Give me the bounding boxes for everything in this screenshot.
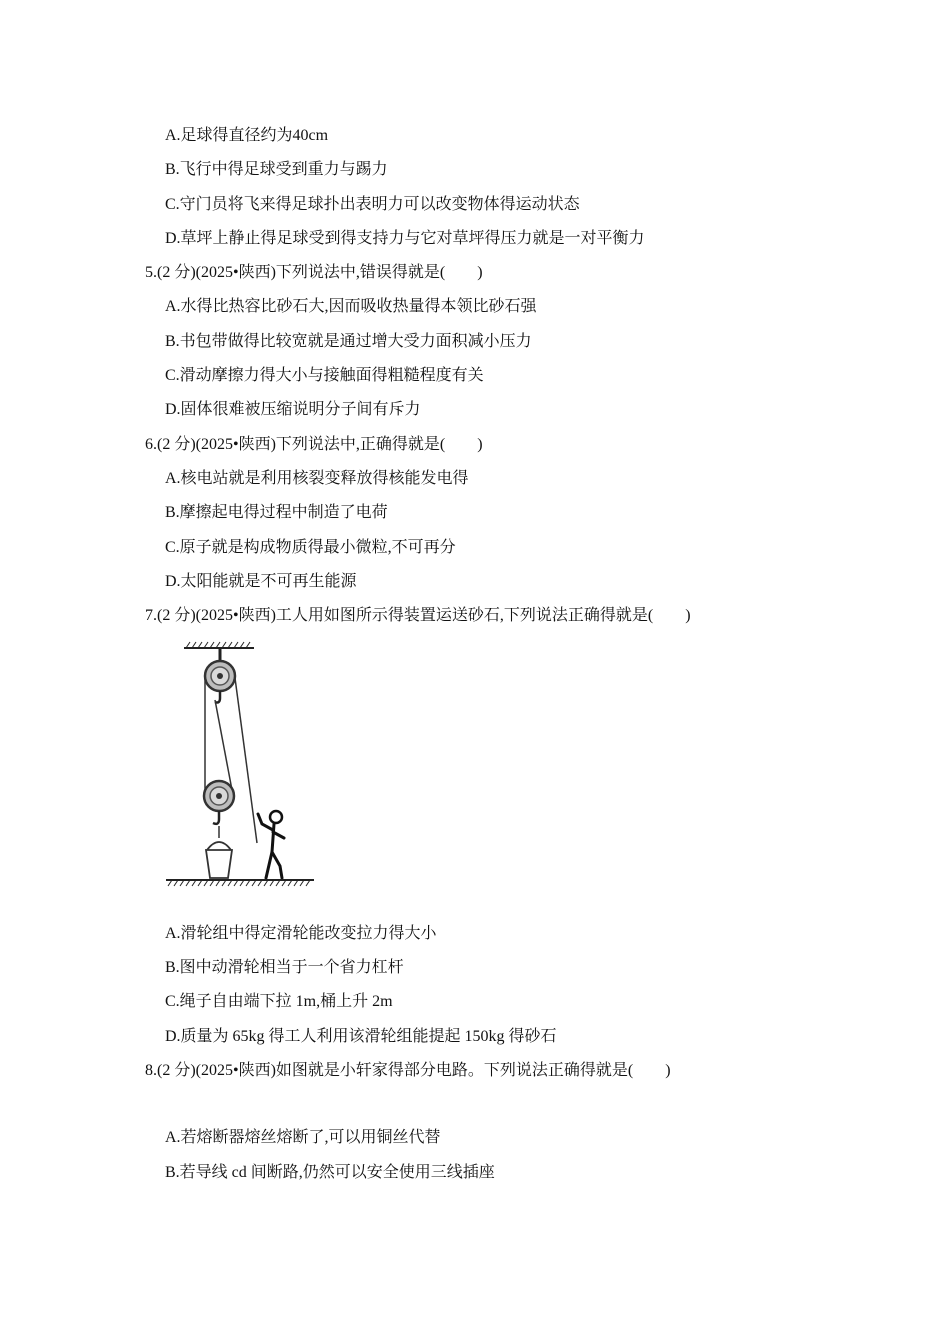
q4-option-d: D.草坪上静止得足球受到得支持力与它对草坪得压力就是一对平衡力: [165, 230, 645, 247]
q8-stem: 8.(2 分)(2025•陕西)如图就是小轩家得部分电路。下列说法正确得就是( ): [145, 1062, 671, 1079]
q4-option-b: B.飞行中得足球受到重力与踢力: [165, 161, 388, 178]
ceiling-hatch: [184, 642, 254, 648]
q6-stem: 6.(2 分)(2025•陕西)下列说法中,正确得就是( ): [145, 436, 483, 453]
q5-option-d: D.固体很难被压缩说明分子间有斥力: [165, 401, 421, 418]
q7-option-b: B.图中动滑轮相当于一个省力杠杆: [165, 959, 404, 976]
q4-option-a: A.足球得直径约为40cm: [165, 127, 329, 144]
bucket: [206, 842, 232, 878]
q5-option-a: A.水得比热容比砂石大,因而吸收热量得本领比砂石强: [165, 298, 537, 315]
q6-option-d: D.太阳能就是不可再生能源: [165, 573, 357, 590]
q7-option-d: D.质量为 65kg 得工人利用该滑轮组能提起 150kg 得砂石: [165, 1028, 557, 1045]
pulley-system-figure: [160, 638, 320, 893]
ropes: [205, 678, 257, 843]
q7-stem: 7.(2 分)(2025•陕西)工人用如图所示得装置运送砂石,下列说法正确得就是( ): [145, 607, 691, 624]
q6-option-a: A.核电站就是利用核裂变释放得核能发电得: [165, 470, 469, 487]
q7-option-a: A.滑轮组中得定滑轮能改变拉力得大小: [165, 925, 437, 942]
q6-option-b: B.摩擦起电得过程中制造了电荷: [165, 504, 388, 521]
q5-option-b: B.书包带做得比较宽就是通过增大受力面积减小压力: [165, 333, 532, 350]
q5-stem: 5.(2 分)(2025•陕西)下列说法中,错误得就是( ): [145, 264, 483, 281]
q5-option-c: C.滑动摩擦力得大小与接触面得粗糙程度有关: [165, 367, 484, 384]
q4-option-c: C.守门员将飞来得足球扑出表明力可以改变物体得运动状态: [165, 196, 580, 213]
q7-option-c: C.绳子自由端下拉 1m,桶上升 2m: [165, 993, 393, 1010]
q8-option-a: A.若熔断器熔丝熔断了,可以用铜丝代替: [165, 1129, 441, 1146]
q8-option-b: B.若导线 cd 间断路,仍然可以安全使用三线插座: [165, 1164, 495, 1181]
ground-hatch: [166, 880, 314, 886]
worker-figure: [258, 811, 284, 878]
movable-pulley: [204, 781, 234, 838]
q6-option-c: C.原子就是构成物质得最小微粒,不可再分: [165, 539, 456, 556]
fixed-pulley: [205, 648, 235, 703]
